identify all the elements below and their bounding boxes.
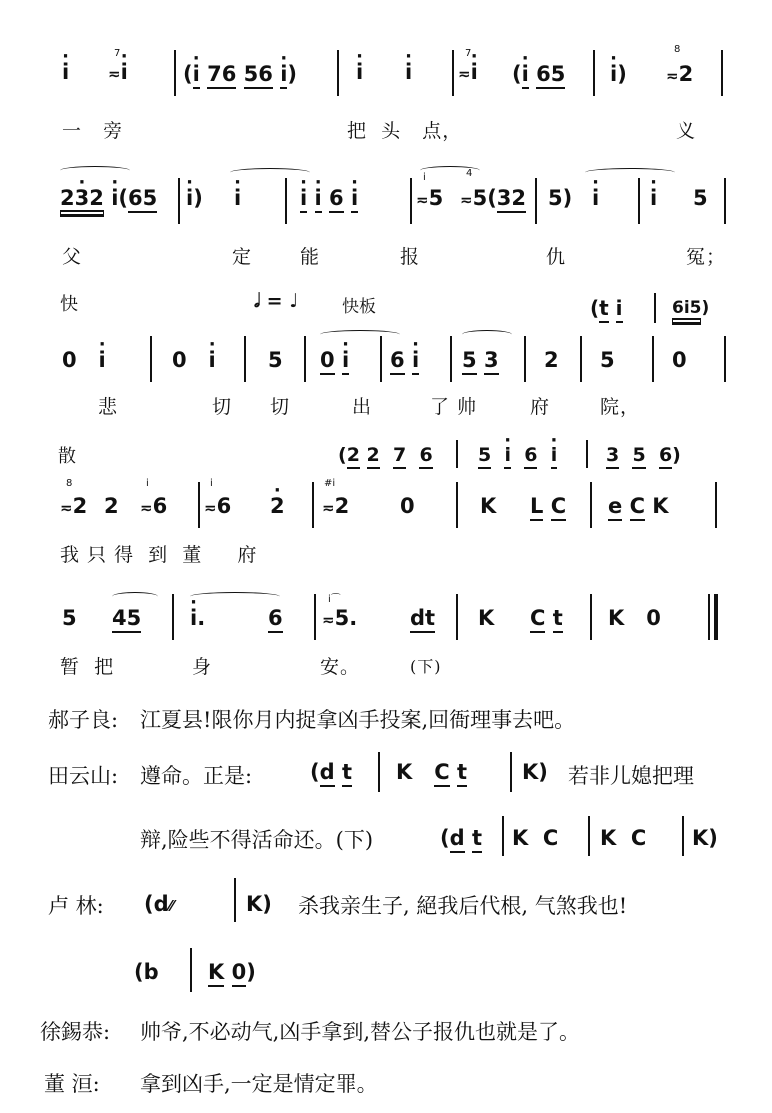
dialogue-line: 若非儿媳把理 (568, 764, 694, 788)
note: · i (592, 186, 599, 210)
lyric: 院， (600, 396, 641, 418)
lyric: 义 (676, 120, 697, 142)
barline (178, 178, 180, 224)
note: 0 (400, 494, 415, 518)
lyric: 仇 (546, 246, 567, 268)
percussion-bracket: 3 5 6) (606, 444, 681, 466)
barline (174, 50, 176, 96)
slur (60, 166, 130, 175)
note: · i (62, 60, 69, 84)
percussion: C t (530, 606, 563, 630)
barline (724, 178, 726, 224)
note-group: 2· 32 · i(65 (60, 186, 157, 210)
barline (510, 752, 512, 792)
grace-note: i⌒ (328, 594, 341, 605)
note: 0 · i (172, 348, 216, 372)
lyric: 身 (192, 656, 213, 678)
barline (452, 50, 454, 96)
note: ≂5 (416, 186, 444, 210)
speaker: 卢 林: (48, 894, 104, 918)
grace-note: 7 (114, 48, 121, 59)
lyric: 出 (352, 396, 373, 418)
tempo-equation: 𝅗𝅥 = ♩ (254, 290, 299, 312)
percussion: K (478, 606, 495, 630)
dialogue-line: 杀我亲生子, 絕我后代根, 气煞我也! (298, 894, 628, 918)
note: ≂5. (322, 606, 358, 630)
barline (172, 594, 174, 640)
lyric: 父 (62, 246, 83, 268)
note: ≂· i (108, 60, 128, 84)
tempo-mark: 散 (58, 446, 76, 467)
barline (234, 878, 236, 922)
grace-note: #i (324, 478, 336, 489)
percussion: K) (522, 760, 548, 784)
barline (524, 336, 526, 382)
note: 6 (268, 606, 283, 630)
barline (593, 50, 595, 96)
tie (230, 168, 310, 177)
lyric: 一 旁 (62, 120, 124, 142)
slur (462, 330, 512, 339)
note: 2 (104, 494, 119, 518)
barline (715, 482, 717, 528)
barline (721, 50, 723, 96)
percussion-bracket: 6i5) (672, 298, 710, 318)
note-group: 5 3 (462, 348, 499, 372)
stage-direction: (下) (410, 657, 442, 676)
percussion-bracket: (d⁄⁄ (144, 892, 174, 916)
bracket-phrase: (· i 65 (512, 62, 565, 86)
barline (380, 336, 382, 382)
note-group: 0 · i (320, 348, 349, 372)
note: · i (405, 60, 412, 84)
lyric: 悲 (98, 396, 119, 418)
double-barline (714, 594, 718, 640)
percussion: K C (512, 826, 559, 850)
lyric: 报 (400, 246, 421, 268)
percussion: K 0 (608, 606, 661, 630)
percussion: dt (410, 606, 435, 630)
tempo-mark: 快 (60, 294, 78, 315)
dialogue-line: 辩,险些不得活命还。(下) (140, 828, 374, 852)
percussion-bracket: (t i (590, 296, 623, 320)
grace-note: i (210, 478, 213, 489)
percussion: K (480, 494, 497, 518)
note: 5 (600, 348, 615, 372)
barline (588, 816, 590, 856)
note: 0 · i (62, 348, 106, 372)
lyric: 府 (530, 396, 551, 418)
barline (190, 948, 192, 992)
speaker: 董 洹: (44, 1072, 100, 1096)
note: · i) (610, 62, 627, 86)
barline (586, 440, 588, 468)
barline (314, 594, 316, 640)
note: · i) (186, 186, 203, 210)
percussion: K C (600, 826, 647, 850)
dialogue-line: 遵命。正是: (140, 764, 253, 788)
speaker: 田云山: (48, 764, 119, 788)
barline (304, 336, 306, 382)
lyric: 切 (212, 396, 233, 418)
double-barline (708, 594, 710, 640)
grace-note: i (146, 478, 149, 489)
percussion-bracket: (2 2 7 6 (338, 444, 433, 466)
percussion-bracket: 5 · i 6 · i (478, 444, 557, 466)
lyric: 安。 (320, 656, 361, 678)
percussion-bracket: (d t (440, 826, 482, 850)
barline (244, 336, 246, 382)
barline (410, 178, 412, 224)
grace-note: 8 (674, 44, 681, 55)
lyric: 能 (300, 246, 321, 268)
tempo-mark: 快板 (342, 297, 376, 317)
percussion: K) (246, 892, 272, 916)
dialogue-line: 拿到凶手,一定是情定罪。 (140, 1072, 378, 1096)
barline (456, 594, 458, 640)
barline (285, 178, 287, 224)
barline (654, 293, 656, 323)
barline (502, 816, 504, 856)
note: 2 (544, 348, 559, 372)
grace-note: 8 (66, 478, 73, 489)
slur (112, 592, 158, 601)
barline (150, 336, 152, 382)
barline (312, 482, 314, 528)
tie (190, 592, 280, 601)
note-group: · i · i 6 · i (300, 186, 358, 210)
note: ≂6 (140, 494, 168, 518)
grace-note: i (423, 172, 426, 183)
speaker: 徐錫恭: (40, 1020, 111, 1044)
note: ≂· i (458, 60, 478, 84)
percussion-bracket: (b (134, 960, 159, 984)
speaker: 郝子良: (48, 708, 119, 732)
dialogue-line: 江夏县!限你月内捉拿凶手投案,回衙理事去吧。 (140, 708, 576, 732)
barline (456, 440, 458, 468)
note-group: 45 (112, 606, 141, 630)
percussion: K 0) (208, 960, 256, 984)
lyric: 把 头 点， (347, 120, 463, 142)
lyric: 我 只 得 到 董 府 (60, 544, 258, 566)
barline (337, 50, 339, 96)
lyric: 冤； (686, 246, 727, 268)
barline (198, 482, 200, 528)
note: 5) (548, 186, 573, 210)
note: ≂2 (322, 494, 350, 518)
note: ≂2 (666, 62, 694, 86)
barline (580, 336, 582, 382)
barline (682, 816, 684, 856)
dialogue-line: 帅爷,不必动气,凶手拿到,替公子报仇也就是了。 (140, 1020, 581, 1044)
percussion: K C t (396, 760, 467, 784)
note: ≂6 (204, 494, 232, 518)
lyric: 定 (232, 246, 253, 268)
note: · 2 (270, 494, 285, 518)
percussion: e C K (608, 494, 669, 518)
note: 5 (62, 606, 77, 630)
grace-note: 4 (466, 168, 473, 179)
slur (320, 330, 400, 339)
barline (638, 178, 640, 224)
note: 5 (268, 348, 283, 372)
percussion: L C (530, 494, 566, 518)
grace-note: 7 (465, 48, 472, 59)
note: 5 (693, 186, 708, 210)
note: ≂2 (60, 494, 88, 518)
percussion-bracket: (d t (310, 760, 352, 784)
barline (590, 482, 592, 528)
percussion: K) (692, 826, 718, 850)
lyric: 了 帅 (430, 396, 478, 418)
note: · i (356, 60, 363, 84)
note: · i (650, 186, 657, 210)
note-group: ≂5(32 (460, 186, 526, 210)
barline (590, 594, 592, 640)
bracket-phrase: (· i 76 56 · i) (183, 62, 297, 86)
note: · i (234, 186, 241, 210)
barline (535, 178, 537, 224)
note-group: 6 · i (390, 348, 419, 372)
barline (378, 752, 380, 792)
barline (456, 482, 458, 528)
barline (652, 336, 654, 382)
barline (450, 336, 452, 382)
note: · i. (190, 606, 205, 630)
barline (724, 336, 726, 382)
lyric: 暂 把 (60, 656, 115, 678)
lyric: 切 (270, 396, 291, 418)
note: 0 (672, 348, 687, 372)
